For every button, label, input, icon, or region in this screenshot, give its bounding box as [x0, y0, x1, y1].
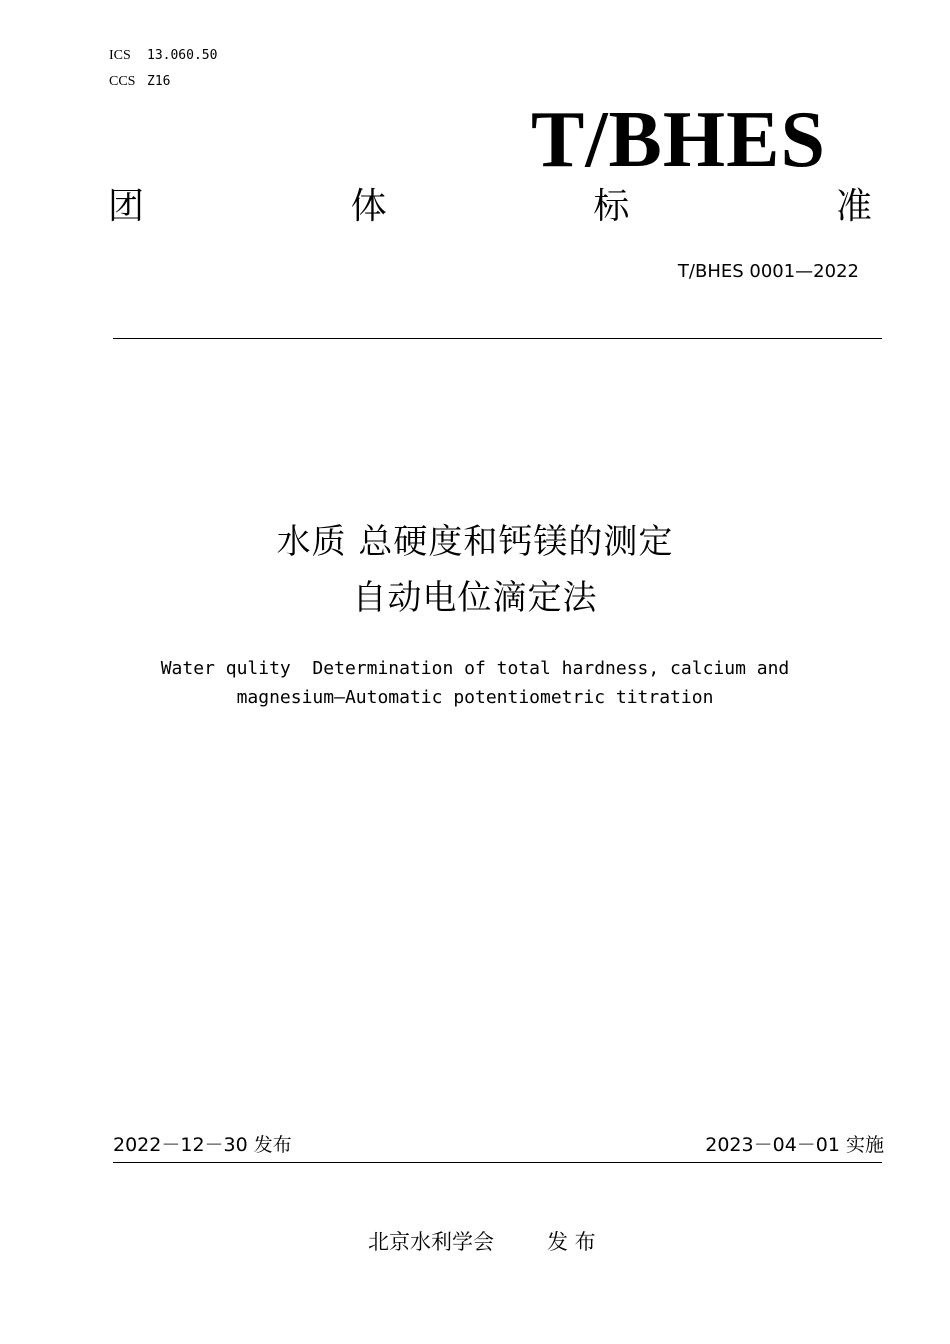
- ics-value: 13.060.50: [147, 48, 218, 63]
- publisher-name: 北京水利学会: [368, 1230, 494, 1254]
- title-cn-line1: 水质 总硬度和钙镁的测定: [276, 522, 674, 562]
- standard-category: [108, 184, 872, 230]
- category-char-2: 体: [350, 186, 387, 227]
- standard-number: T/BHES 0001—2022: [677, 261, 859, 282]
- publish-word: 发 布: [547, 1230, 596, 1254]
- standard-logo: T/BHES: [530, 96, 826, 184]
- category-char-3: 标: [593, 186, 630, 227]
- header-divider: [113, 338, 882, 339]
- title-en-line2: magnesium—Automatic potentiometric titration: [236, 687, 714, 708]
- ccs-label: CCS: [109, 74, 136, 89]
- ccs-value: Z16: [147, 74, 171, 89]
- ics-label: ICS: [109, 48, 131, 63]
- category-char-1: 团: [108, 186, 145, 227]
- ccs-code: [109, 72, 170, 91]
- category-char-4: 准: [835, 186, 872, 227]
- title-en-line1: Water qulity Determination of total hardness, calcium and: [160, 658, 790, 679]
- footer-divider: [113, 1162, 882, 1163]
- release-date: 2022－12－30 发布: [113, 1134, 292, 1156]
- implement-date: 2023－04－01 实施: [705, 1134, 884, 1156]
- title-cn-line2: 自动电位滴定法: [352, 578, 598, 618]
- ics-code: [109, 46, 217, 65]
